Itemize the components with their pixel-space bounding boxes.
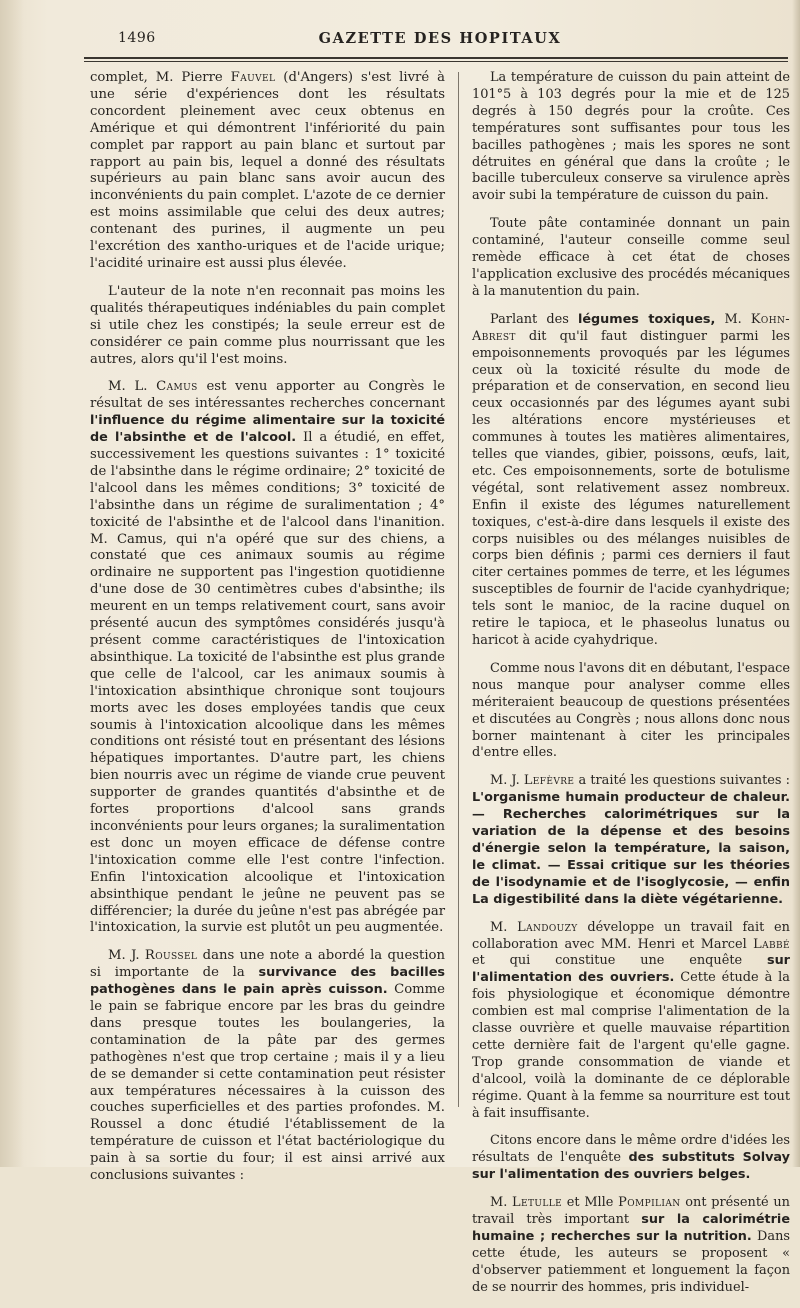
topic-heading: l'influence du régime alimentaire sur la toxicité de l'absinthe et de l'alcool.	[90, 413, 445, 446]
topic-heading: survivance des bacilles pathogènes dans le pain après cuisson.	[90, 965, 445, 998]
paragraph-landouzy: M. Landouzy développe un travail fait en collaboration avec MM. Henri et Marcel Labbé et qui constitue une enquête sur l'alimentation des ouvriers. Cette étude à la fois physiologique et économique démontre combien est mal comprise l'alimentation de la classe ouvrière et quelle mauvaise répartition cette dernière fait de l'argent qu'elle gagne. Trop grande consommation de viande et d'alcool, voilà la dominante de ce déplorable régime. Quant à la femme sa nourriture est tout à fait insuffisante.	[472, 919, 790, 1121]
paragraph-roussel: M. J. Roussel dans une note a abordé la question si importante de la survivance des bacilles pathogènes dans le pain après cuisson. Comme le pain se fabrique encore par les bras du geindre dans presque toutes les boulangeries, la contamination de la pâte par des germes pathogènes n'est que trop certaine ; mais il y a lieu de se demander si cette contamination peut résister aux températures nécessaires à la cuisson des couches superficielles et des parties profondes. M. Roussel a donc étudié l'établissement de la température de cuisson et l'état bactériologique du pain à sa sortie du four; il est ainsi arrivé aux conclusions suivantes :	[90, 948, 445, 1184]
page-edge-shadow-left	[0, 0, 24, 1167]
author-name: Fauvel	[230, 70, 276, 85]
author-name: Roussel	[144, 948, 198, 964]
page-edge-shadow-right	[792, 0, 800, 1167]
topic-heading: légumes toxiques,	[577, 311, 716, 327]
topic-heading: des substituts Solvay sur l'alimentation des ouvriers belges.	[472, 1150, 791, 1183]
author-name: Labbé	[753, 936, 790, 952]
paragraph-lefevre: M. J. Lefèvre a traité les questions suivantes : L'organisme humain producteur de chaleur. — Recherches calorimétriques sur la variation de la dépense et des besoins d'énergie selon la température, la saison, le climat. — Essai critique sur les théories de l'isodynamie et de l'isoglycosie, — enfin La digestibilité dans la diète végétarienne.	[472, 773, 790, 907]
paragraph-camus: M. L. Camus est venu apporter au Congrès le résultat de ses intéressantes recherches concernant l'influence du régime alimentaire sur la toxicité de l'absinthe et de l'alcool. Il a étudié, en effet, successivement les questions suivantes : 1° toxicité de l'absinthe dans le régime ordinaire; 2° toxicité de l'alcool dans les mêmes conditions; 3° toxicité de l'absinthe dans un régime de suralimentation ; 4° toxicité de l'absinthe et de l'alcool dans l'inanition. M. Camus, qui n'a opéré que sur des chiens, a constaté que ces animaux soumis au régime ordinaire ne supportent pas l'ingestion quotidienne d'une dose de 30 centimètres cubes d'absinthe; ils meurent en un temps relativement court, sans avoir présenté aucun des symptômes considérés jusqu'à présent comme caractéristiques de l'intoxication absinthique. La toxicité de l'absinthe est plus grande que celle de l'alcool, car les animaux soumis à l'intoxication absinthique chronique sont toujours morts avec les doses employées tandis que ceux soumis à l'intoxication alcoolique dans les mêmes conditions ont résisté tout en présentant des lésions hépatiques importantes. D'autre part, les chiens bien nourris avec un régime de viande crue peuvent supporter de grandes quantités d'absinthe et de fortes proportions d'alcool sans grands inconvénients pour leurs organes; la suralimentation est donc un moyen efficace de défense contre l'intoxication comme elle l'est contre l'infection. Enfin l'intoxication alcoolique et l'intoxication absinthique pendant le jeûne ne peuvent pas se différencier; la durée du jeûne n'est pas abrégée par l'intoxication, la survie est plutôt un peu augmentée.	[90, 379, 446, 936]
paragraph-fauvel: complet, M. Pierre Fauvel (d'Angers) s'est livré à une série d'expériences dont les résultats concordent pleinement avec ceux obtenus en Amérique et qui démontrent l'infériorité du pain complet par rapport au pain blanc et surtout par rapport au pain bis, lequel a donné des résultats supérieurs au pain blanc sans avoir aucun des inconvénients du pain complet. L'azote de ce dernier est moins assimilable que celui des deux autres; contenant des purines, il augmente un peu l'excrétion des xantho-uriques et de l'acide urique; l'acidité urinaire est aussi plus élevée.	[90, 70, 445, 271]
author-name: Pompilian	[618, 1195, 681, 1211]
paragraph-contaminated-dough: Toute pâte contaminée donnant un pain contaminé, l'auteur conseille comme seul remède efficace à cet état de choses l'application exclusive des procédés mécaniques à la manutention du pain.	[472, 216, 790, 299]
right-column	[472, 70, 790, 1308]
author-name: Lefèvre	[523, 773, 575, 789]
paragraph-kohn-abrest: Parlant des légumes toxiques, M. Kohn-Abrest dit qu'il faut distinguer parmi les empoisonnements provoqués par les légumes ceux où la toxicité résulte du mode de préparation et de conservation, en second lieu ceux occasionnés par des légumes ayant subi les altérations encore mystérieuses et communes à toutes les matières alimentaires, telles que viandes, gibier, poissons, œufs, lait, etc. Ces empoisonnements, sorte de botulisme végétal, sont relativement assez nombreux. Enfin il existe des légumes naturellement toxiques, c'est-à-dire dans lesquels il existe des corps nuisibles ou des mélanges nuisibles de corps bien définis ; parmi ces derniers il faut citer certaines pommes de terre, et les légumes susceptibles de fournir de l'acide cyanhydrique; tels sont le manioc, de la racine duquel on retire le tapioca, et le phaseolus lunatus ou haricot à acide cyahydrique.	[472, 311, 790, 648]
column-divider	[458, 72, 459, 1107]
paragraph-solvay: Citons encore dans le même ordre d'idées les résultats de l'enquête des substituts Solvay sur l'alimentation des ouvriers belges.	[472, 1133, 791, 1183]
header-rule-thick	[84, 57, 788, 59]
topic-heading: sur l'alimentation des ouvriers.	[472, 953, 790, 986]
author-name: Landouzy	[517, 919, 578, 935]
page-number: 1496	[118, 30, 156, 46]
author-name: Camus	[156, 379, 198, 395]
paragraph-space-note: Comme nous l'avons dit en débutant, l'espace nous manque pour analyser comme elles mériteraient beaucoup de questions présentées et discutées au Congrès ; nous allons donc nous borner maintenant à citer les principales d'entre elles.	[472, 660, 790, 761]
author-name: Letulle	[512, 1195, 563, 1211]
paragraph-cooking-temperature: La température de cuisson du pain atteint de 101°5 à 103 degrés pour la mie et de 125 degrés à 150 degrés pour la croûte. Ces températures sont suffisantes pour tous les bacilles pathogènes ; mais les spores ne sont détruites en général que dans la croûte ; le bacille tuberculeux conserve sa virulence après avoir subi la température de cuisson du pain.	[472, 70, 790, 204]
page-header	[90, 30, 790, 52]
header-rule-thin	[84, 61, 788, 62]
paragraph-note-conclusion: L'auteur de la note n'en reconnait pas moins les qualités thérapeutiques indéniables du pain complet si utile chez les constipés; la seule erreur est de considérer ce pain comme plus nourrissant que les autres, alors qu'il l'est moins.	[90, 283, 445, 367]
author-name: Kohn-Abrest	[472, 311, 790, 344]
topic-heading: sur la calorimétrie humaine ; recherches sur la nutrition.	[472, 1212, 790, 1244]
topic-heading: L'organisme humain producteur de chaleur. — Recherches calorimétriques sur la variation de la dépense et des besoins d'énergie selon la température, la saison, le climat. — Essai critique sur les théories de l'isodynamie et de l'isoglycosie, — enfin La digestibilité dans la diète végétarienne.	[472, 790, 790, 907]
left-column	[90, 70, 445, 1196]
running-title: GAZETTE DES HOPITAUX	[318, 30, 562, 47]
paragraph-letulle: M. Letulle et Mlle Pompilian ont présenté un travail très important sur la calorimétrie humaine ; recherches sur la nutrition. Dans cette étude, les auteurs se proposent « d'observer patiemment et longuement la façon de se nourrir des hommes, pris individuel-	[472, 1195, 790, 1295]
